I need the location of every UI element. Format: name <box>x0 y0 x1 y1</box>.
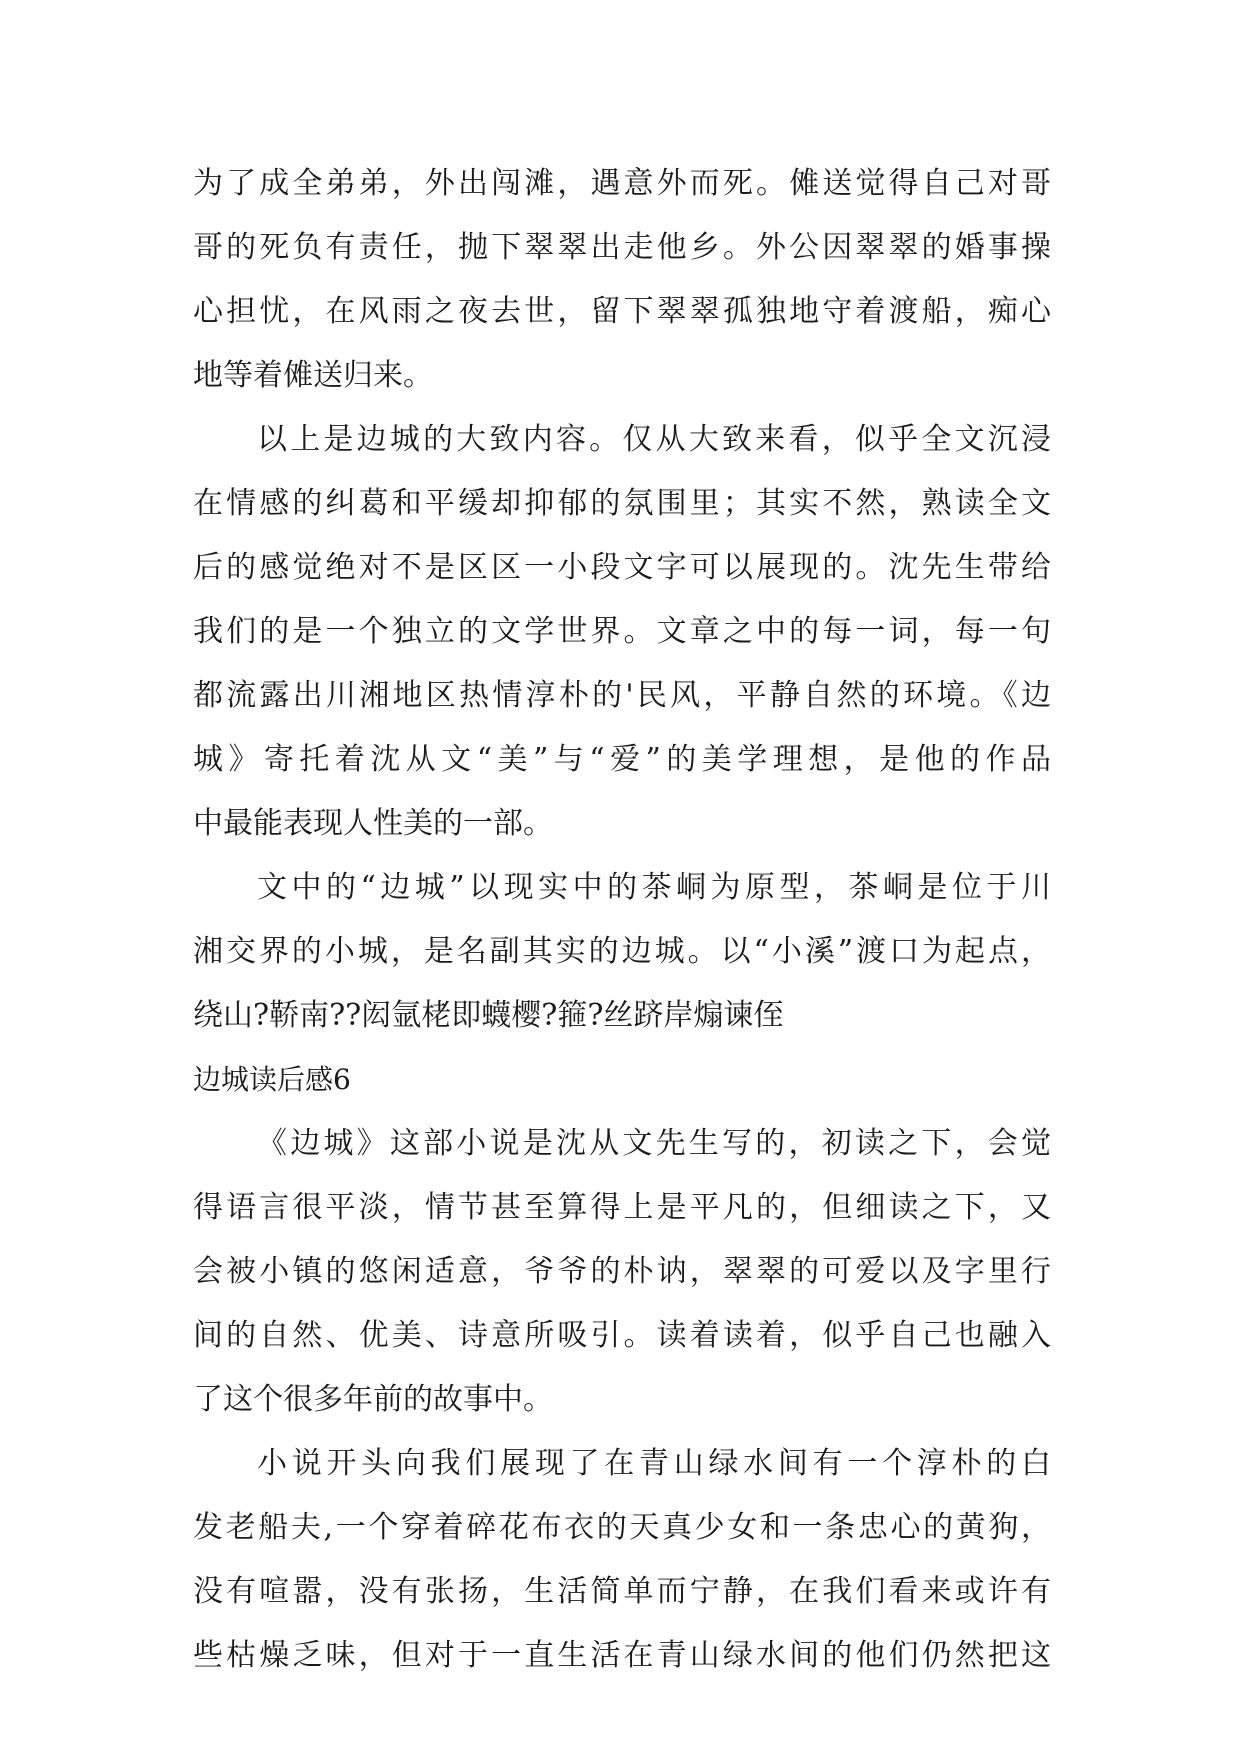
text-line: 小说开头向我们展现了在青山绿水间有一个淳朴的白 <box>257 1446 1051 1481</box>
text-line: 没有喧嚣，没有张扬，生活简单而宁静，在我们看来或许有 <box>193 1574 1051 1609</box>
text-line: 地等着傩送归来。 <box>193 358 433 393</box>
text-line: 湘交界的小城，是名副其实的边城。以“小溪”渡口为起点， <box>193 934 1051 969</box>
text-line: 中最能表现人性美的一部。 <box>193 806 553 841</box>
text-line: 我们的是一个独立的文学世界。文章之中的每一词，每一句 <box>193 614 1051 649</box>
text-line: 间的自然、优美、诗意所吸引。读着读着，似乎自己也融入 <box>193 1318 1051 1353</box>
text-line: 以上是边城的大致内容。仅从大致来看，似乎全文沉浸 <box>257 422 1051 457</box>
text-line: 了这个很多年前的故事中。 <box>193 1382 553 1417</box>
text-line: 心担忧，在风雨之夜去世，留下翠翠孤独地守着渡船，痴心 <box>193 294 1051 329</box>
text-line: 哥的死负有责任，抛下翠翠出走他乡。外公因翠翠的婚事操 <box>193 230 1051 265</box>
text-line: 会被小镇的悠闲适意，爷爷的朴讷，翠翠的可爱以及字里行 <box>193 1254 1051 1289</box>
text-line: 得语言很平淡，情节甚至算得上是平凡的，但细读之下，又 <box>193 1190 1051 1225</box>
text-line: 城》寄托着沈从文“美”与“爱”的美学理想，是他的作品 <box>193 742 1051 777</box>
text-line: 些枯燥乏味，但对于一直生活在青山绿水间的他们仍然把这 <box>193 1638 1051 1673</box>
text-line: 发老船夫,一个穿着碎花布衣的天真少女和一条忠心的黄狗， <box>193 1510 1051 1545</box>
section-heading: 边城读后感6 <box>193 1063 351 1096</box>
text-line: 为了成全弟弟，外出闯滩，遇意外而死。傩送觉得自己对哥 <box>193 166 1051 201</box>
text-line: 后的感觉绝对不是区区一小段文字可以展现的。沈先生带给 <box>193 550 1051 585</box>
text-line: 绕山?鞒南??闳氩栳即蠛樱?箍?丝跻岸煽谏侄 <box>193 998 784 1033</box>
text-line: 《边城》这部小说是沈从文先生写的，初读之下，会觉 <box>257 1126 1051 1161</box>
text-line: 在情感的纠葛和平缓却抑郁的氛围里；其实不然，熟读全文 <box>193 486 1051 521</box>
text-line: 都流露出川湘地区热情淳朴的'民风，平静自然的环境。《边 <box>193 678 1051 713</box>
text-line: 文中的“边城”以现实中的茶峒为原型，茶峒是位于川 <box>257 870 1051 905</box>
document-body <box>193 152 1051 1688</box>
